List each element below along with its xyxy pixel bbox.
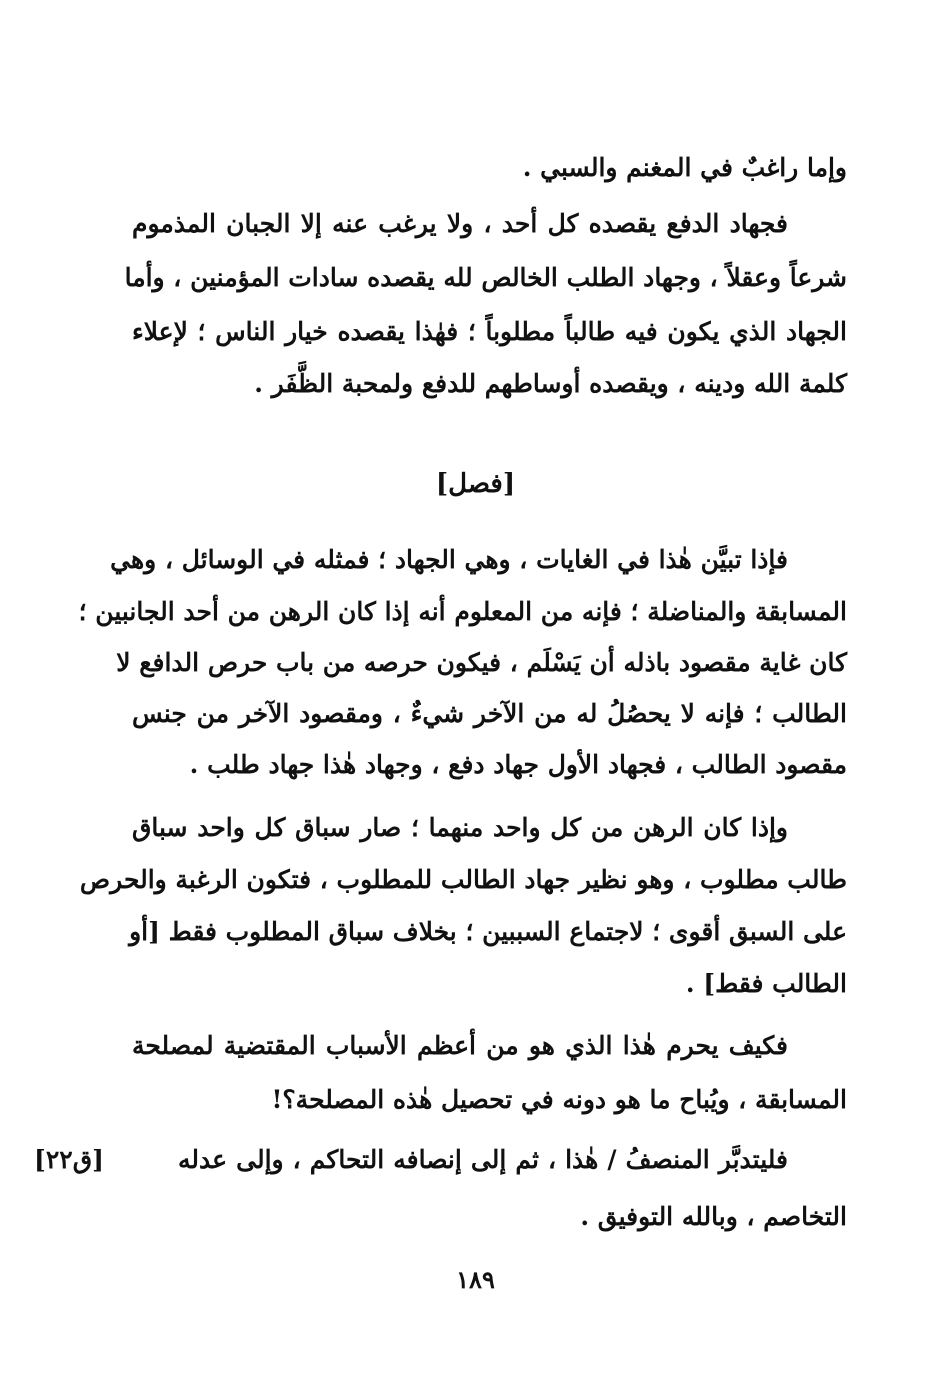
text-line: الطالب ؛ فإنه لا يحصُلُ له من الآخر شيءٌ ، ومقصود الآخر من جنس [132, 699, 847, 728]
text-line: فجهاد الدفع يقصده كل أحد ، ولا يرغب عنه إلا الجبان المذموم [132, 209, 788, 238]
text-line: التخاصم ، وبالله التوفيق . [580, 1202, 847, 1231]
text-line: مقصود الطالب ، فجهاد الأول جهاد دفع ، وجهاد هٰذا جهاد طلب . [189, 750, 847, 779]
text-line: الطالب فقط] . [685, 969, 847, 998]
text-line: كان غاية مقصود باذله أن يَسْلَم ، فيكون حرصه من باب حرص الدافع لا [116, 648, 847, 677]
text-line: فكيف يحرم هٰذا الذي هو من أعظم الأسباب المقتضية لمصلحة [132, 1031, 788, 1060]
manuscript-folio-marker: [ق٢٢] [34, 1145, 104, 1174]
text-line: المسابقة ، ويُباح ما هو دونه في تحصيل هٰذه المصلحة؟! [271, 1085, 847, 1114]
text-line: شرعاً وعقلاً ، وجهاد الطلب الخالص لله يقصده سادات المؤمنين ، وأما [124, 263, 847, 292]
text-line: فليتدبَّر المنصفُ / هٰذا ، ثم إلى إنصافه التحاكم ، وإلى عدله [178, 1145, 788, 1174]
section-heading: [فصل] [435, 469, 516, 499]
text-line: كلمة الله ودينه ، ويقصده أوساطهم للدفع ولمحبة الظَّفَر . [254, 369, 847, 398]
text-line: فإذا تبيَّن هٰذا في الغايات ، وهي الجهاد ؛ فمثله في الوسائل ، وهي [110, 545, 788, 574]
text-line: طالب مطلوب ، وهو نظير جهاد الطالب للمطلوب ، فتكون الرغبة والحرص [79, 865, 847, 894]
text-line: المسابقة والمناضلة ؛ فإنه من المعلوم أنه إذا كان الرهن من أحد الجانبين ؛ [78, 597, 847, 626]
text-line: على السبق أقوى ؛ لاجتماع السببين ؛ بخلاف سباق المطلوب فقط [أو [129, 917, 847, 946]
page-number: ١٨٩ [456, 1265, 495, 1294]
text-line: وإذا كان الرهن من كل واحد منهما ؛ صار سباق كل واحد سباق [132, 813, 788, 842]
text-line: الجهاد الذي يكون فيه طالباً مطلوباً ؛ فهٰذا يقصده خيار الناس ؛ لإعلاء [132, 317, 847, 346]
text-line: وإما راغبٌ في المغنم والسبي . [522, 153, 847, 182]
